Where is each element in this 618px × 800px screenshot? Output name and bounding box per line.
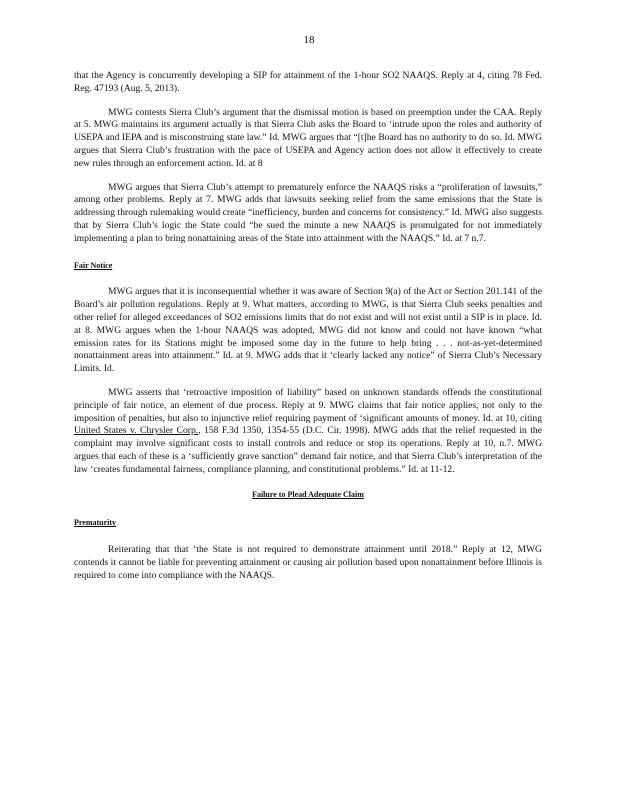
paragraph-preemption: MWG contests Sierra Club’s argument that the dismissal motion is based on preemption under the CAA. Reply at 5. MWG maintains its argument actually is that Sierra Club asks the Board to ‘intrude upon the roles and authority of USEPA and IEPA and is misconstruing state law.” Id. MWG argues that “[t]he Board has no authority to do so. Id. MWG argues that Sierra Club’s frustration with the pace of USEPA and Agency action does not allow it effectively to create new rules through an enforcement action. Id. at 8 (74, 106, 542, 169)
paragraph-text-part: MWG asserts that ‘retroactive imposition of liability” based on unknown standards offends the constitutional principle of fair notice, an element of due process. Reply at 9. MWG claims that fair notice applies, not only to the imposition of penalties, but also to injunctive relief requiring payment of ‘significant amounts of money. Id. at 10, citing (74, 386, 542, 424)
page-body (74, 70, 542, 594)
paragraph-retroactive-liability (74, 387, 542, 477)
case-citation: United States v. Chrysler Corp. (74, 425, 199, 437)
paragraph-premature-enforcement: MWG argues that Sierra Club’s attempt to prematurely enforce the NAAQS risks a “proliferation of lawsuits,” among other problems. Reply at 7. MWG adds that lawsuits seeking relief from the same emissions that the State is addressing through rulemaking would create “inefficiency, burden and concerns for consistency.” Id. MWG also suggests that by Sierra Club’s logic the State could “be sued the minute a new NAAQS is promulgated for not immediately implementing a plan to bring nonattaining areas of the State into attainment with the NAAQS.” Id. at 7 n.7. (74, 181, 542, 244)
paragraph-notice-awareness: MWG argues that it is inconsequential whether it was aware of Section 9(a) of the Act or Section 201.141 of the Board’s air pollution regulations. Reply at 9. What matters, according to MWG, is that Sierra Club seeks penalties and other relief for alleged exceedances of SO2 emissions limits that do not exist and will not exist until a SIP is in place. Id. at 8. MWG argues when the 1-hour NAAQS was adopted, MWG did not know and could not have known “what emission rates for its Stations might be imposed some day in the future to help bring . . . not-as-yet-determined nonattainment areas into attainment.” Id. at 9. MWG adds that it ‘clearly lacked any notice” of Sierra Club’s Necessary Limits. Id. (74, 286, 542, 375)
paragraph-reiterating: Reiterating that that ‘the State is not required to demonstrate attainment until 2018.” Reply at 12, MWG contends it cannot be liable for preventing attainment or causing air pollution based upon nonattainment before Illinois is required to come into compliance with the NAAQS. (74, 544, 542, 581)
paragraph-continued: that the Agency is concurrently developing a SIP for attainment of the 1-hour SO2 NAAQS. Reply at 4, citing 78 Fed. Reg. 47193 (Aug. 5, 2013). (74, 70, 542, 94)
paragraph-text-part: , 158 F.3d 1350, 1354-55 (D.C. Cir. 1998). MWG adds that the relief requested in the complaint may involve significant costs to install controls and reduce or stop its operations. Reply at 10, n.7. MWG argues that each of these is a ‘sufficiently grave sanction” demand fair notice, and that Sierra Club’s interpretation of the law ‘creates fundamental fairness, compliance planning, and constitutional problems.” Id. at 11-12. (74, 425, 542, 475)
section-heading-failure-to-plead: Failure to Plead Adequate Claim (252, 489, 364, 499)
section-heading-fair-notice: Fair Notice (74, 260, 113, 270)
page-number: 18 (303, 34, 315, 46)
subsection-heading-prematurity: Prematurity (74, 518, 117, 528)
